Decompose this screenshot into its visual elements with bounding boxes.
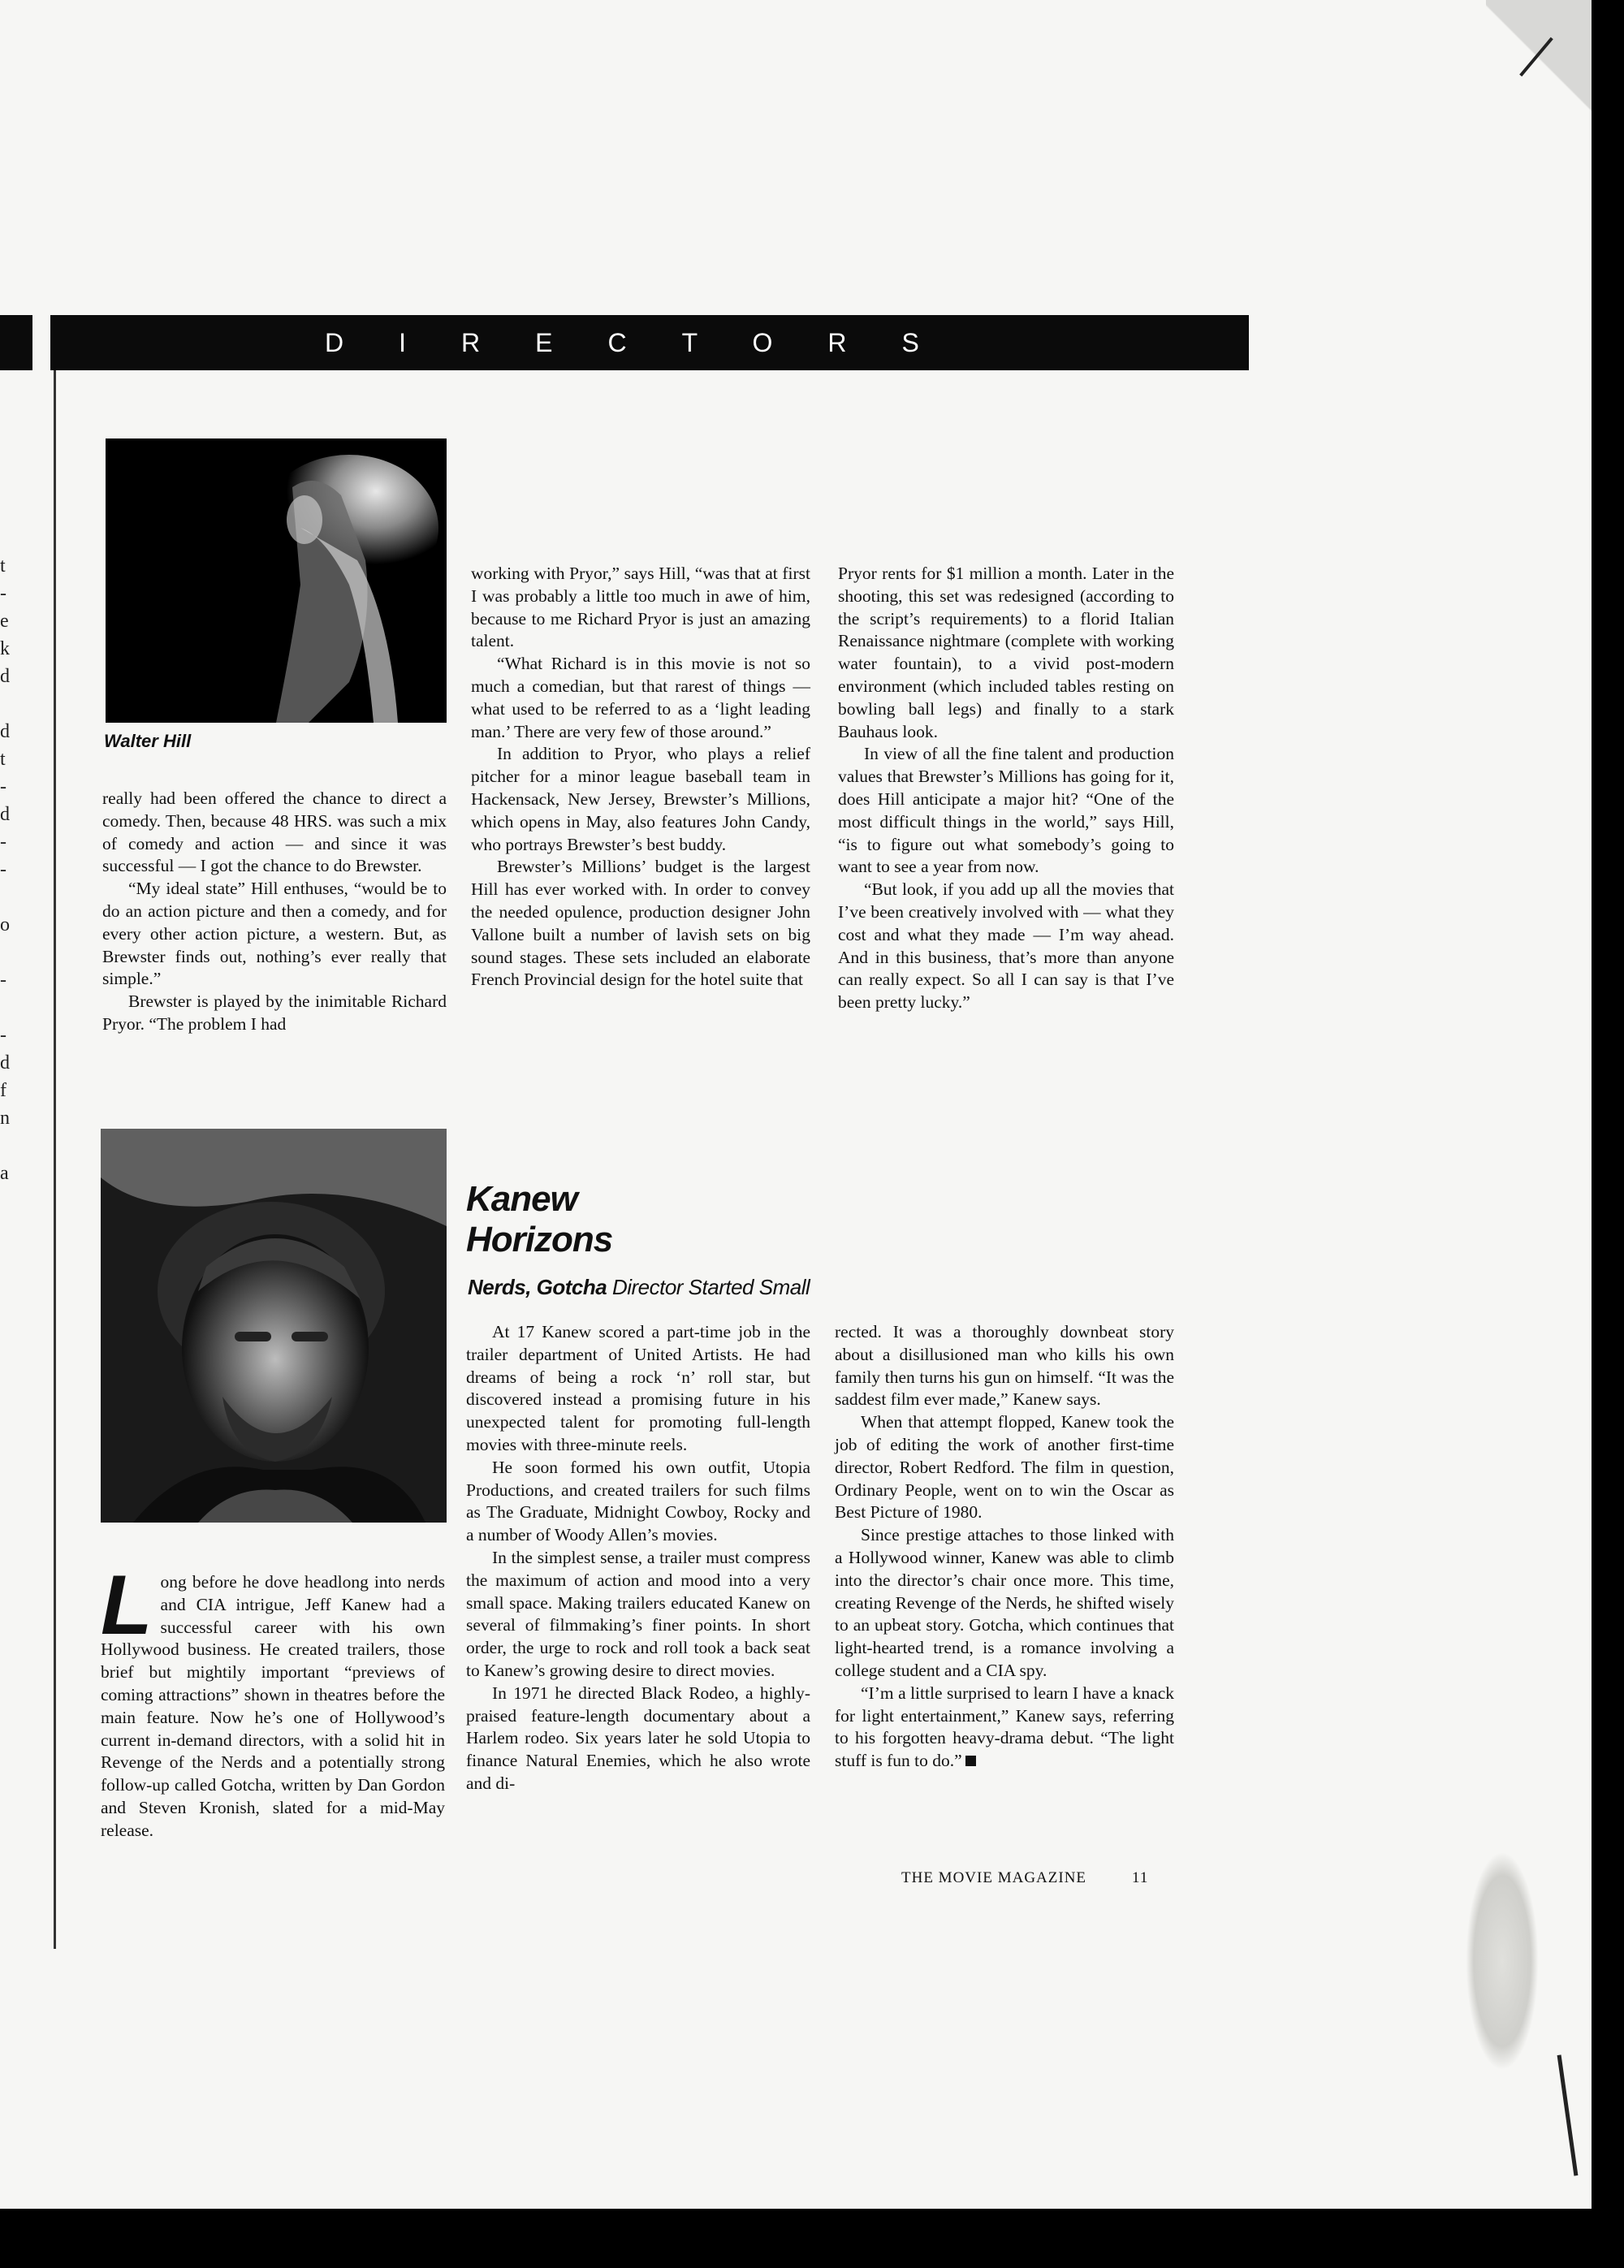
page-footer [901, 1869, 1148, 1887]
sliver-char: d [0, 666, 10, 687]
jeff-kanew-photo [101, 1129, 447, 1523]
kanew-column-3 [835, 1321, 1174, 1773]
sliver-char: - [0, 583, 6, 604]
walter-hill-column-1 [102, 788, 447, 1036]
lead-text: ong before he dove headlong into nerds and CIA intrigue, Jeff Kanew had a successful career with his own Hollywood business. He created trailers, those brief but mightily important “previews of coming attractions” shown in theatres before the main feature. Now he’s one of Hollywood’s current in-demand directors, with a solid hit in Revenge of the Nerds and a potentially strong follow-up called Gotcha, written by Dan Gordon and Steven Kronish, slated for a mid-May release. [101, 1572, 445, 1840]
paragraph: In the simplest sense, a trailer must compress the maximum of action and mood into a very small space. Making trailers educated Kanew on several of filmmaking’s finer points. In short order, the urge to rock and roll took a back seat to Kanew’s growing desire to direct movies. [466, 1547, 810, 1680]
walter-hill-photo [106, 438, 447, 723]
sliver-char: d [0, 721, 10, 742]
paragraph: Since prestige attaches to those linked with a Hollywood winner, Kanew was able to climb into the director’s chair once more. This time, creating Revenge of the Nerds, he shifted wisely to an upbeat story. Gotcha, which continues that light-hearted trend, is a romance involving a college student and a CIA spy. [835, 1525, 1174, 1680]
sliver-char: - [0, 859, 6, 880]
closing-quote: “I’m a little surprised to learn I have a knack for light entertainment,” Kanew says, referring to his forgotten heavy-drama debut. “The light stuff is fun to do.” [835, 1683, 1174, 1771]
sliver-char: - [0, 832, 6, 853]
section-header-title: DIRECTORS [325, 328, 974, 357]
paragraph: rected. It was a thoroughly downbeat story about a disillusioned man who kills his own family then turns his gun on himself. “It was the saddest film ever made,” Kanew says. [835, 1322, 1174, 1410]
paragraph: working with Pryor,” says Hill, “was that at first I was probably a little too much in awe of him, because to me Richard Pryor is just an amazing talent. [471, 564, 810, 651]
kanew-column-2 [466, 1321, 810, 1795]
paragraph: “My ideal state” Hill enthuses, “would be to do an action picture and then a comedy, and for every other action picture, a western. But, as Brewster finds out, nothing’s ever really that simple.” [102, 879, 447, 989]
section-header-bar [0, 315, 1249, 370]
paragraph: In addition to Pryor, who plays a relief pitcher for a minor league baseball team in Hackensack, New Jersey, Brewster’s Millions, which opens in May, also features John Candy, who portrays Brewster’s best buddy. [471, 744, 810, 854]
headline-line-2: Horizons [466, 1220, 613, 1259]
paragraph: When that attempt flopped, Kanew took the job of editing the work of another first-time director, Robert Redford. The film in question, Ordinary People, went on to win the Oscar as Best Picture of 1980. [835, 1412, 1174, 1523]
subhead-rest: Director Started Small [607, 1275, 810, 1299]
sliver-char: f [0, 1080, 6, 1101]
page-number: 11 [1132, 1869, 1149, 1886]
article-subhead [468, 1275, 922, 1300]
paragraph: In view of all the fine talent and production values that Brewster’s Millions has going for it, does Hill anticipate a major hit? “One of the most difficult things in the world,” says Hill, “is to figure out what somebody’s going to want to see a year from now. [838, 744, 1174, 877]
lead-paragraph [101, 1558, 445, 1842]
sliver-char: t [0, 555, 6, 577]
paragraph: In 1971 he directed Black Rodeo, a highly-praised feature-length documentary about a Harlem rodeo. Six years later he sold Utopia to finance Natural Enemies, which he also wrote and di- [466, 1683, 810, 1793]
paragraph: At 17 Kanew scored a part-time job in the trailer department of United Artists. He had dreams of being a rock ‘n’ roll star, but discovered instead a promising future in his unexpected talent for promoting full-length movies with three-minute reels. [466, 1322, 810, 1454]
paragraph: Pryor rents for $1 million a month. Later in the shooting, this set was redesigned (according to the script’s requirements) to a florid Italian Renaissance nightmare (complete with working water fountain), to a vivid post-modern environment (which included tables resting on bowling ball legs) and finally to a stark Bauhaus look. [838, 564, 1174, 741]
walter-hill-column-2 [471, 563, 810, 991]
sliver-char: - [0, 776, 6, 797]
kanew-lead-column [101, 1558, 445, 1842]
scan-artifact-line [1557, 2054, 1579, 2175]
paragraph: Brewster is played by the inimitable Richard Pryor. “The problem I had [102, 991, 447, 1034]
sliver-char [0, 690, 16, 718]
sliver-char: n [0, 1108, 10, 1129]
magazine-name: THE MOVIE MAGAZINE [901, 1869, 1087, 1886]
subhead-bold-part: Nerds, Gotcha [468, 1275, 607, 1299]
paragraph: really had been offered the chance to direct a comedy. Then, because 48 HRS. was such a mix of comedy and action — and since it was successful — I got the chance to do Brewster. [102, 788, 447, 876]
end-of-article-mark [965, 1756, 976, 1766]
paragraph [835, 1683, 1174, 1773]
paper-stain [1466, 1851, 1539, 2071]
sliver-char: - [0, 1025, 6, 1046]
header-bar-gap [32, 315, 50, 370]
sliver-char: t [0, 749, 6, 770]
sliver-char: a [0, 1163, 9, 1184]
gutter-rule [54, 357, 56, 1949]
article-headline [466, 1179, 807, 1260]
sliver-char [0, 883, 16, 911]
sliver-char [0, 1132, 16, 1160]
paragraph: He soon formed his own outfit, Utopia Productions, and created trailers for such films as The Graduate, Midnight Cowboy, Rocky and a number of Woody Allen’s movies. [466, 1457, 810, 1545]
sliver-char: e [0, 611, 9, 632]
sliver-char: d [0, 804, 10, 825]
sliver-char: o [0, 914, 10, 935]
paragraph: “What Richard is in this movie is not so much a comedian, but that rarest of things — what used to be referred to as a ‘light leading man.’ There are very few of those around.” [471, 654, 810, 741]
facing-page-text-fragment [0, 552, 16, 1187]
folded-page-corner [1486, 0, 1592, 138]
headline-line-1: Kanew [466, 1179, 577, 1219]
sliver-char [0, 994, 16, 1022]
walter-hill-column-3 [838, 563, 1174, 1014]
sliver-char [0, 939, 16, 966]
sliver-char: d [0, 1052, 10, 1074]
drop-cap: L [101, 1558, 153, 1652]
sliver-char: k [0, 638, 10, 659]
paragraph: Brewster’s Millions’ budget is the largest Hill has ever worked with. In order to convey the needed opulence, production designer John Vallone built a number of lavish sets on big sound stages. These sets included an elaborate French Provincial design for the hotel suite that [471, 857, 810, 990]
sliver-char: - [0, 970, 6, 991]
paragraph: “But look, if you add up all the movies that I’ve been creatively involved with — what they cost and what they made — I’m way ahead. And in this business, that’s more than anyone can really expect. So all I can say is that I’ve been pretty lucky.” [838, 879, 1174, 1013]
walter-hill-caption: Walter Hill [104, 731, 192, 751]
